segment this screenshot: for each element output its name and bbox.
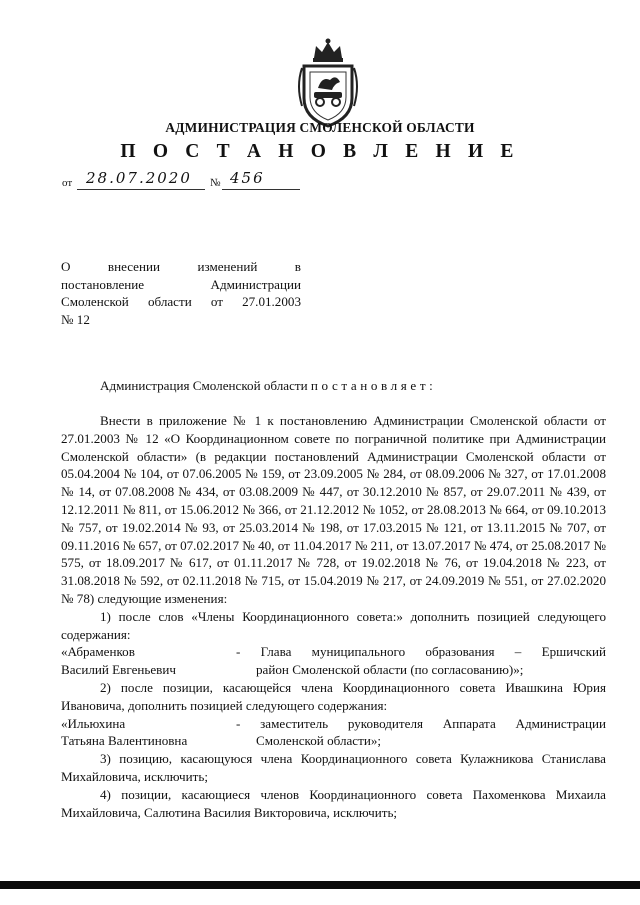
member-position-line: район Смоленской области (по согласованию)»; xyxy=(256,662,524,678)
amendment-item: 1) после слов «Члены Координационного совета:» дополнить позицией следующего содержания: xyxy=(61,608,606,642)
document-date-number xyxy=(62,170,302,192)
member-surname: «Ильюхина xyxy=(61,715,126,731)
amendment-item: 2) после позиции, касающейся члена Координационного совета Ивашкина Юрия Ивановича, дополнить позицией следующего содержания: xyxy=(61,679,606,713)
member-given-names: Татьяна Валентиновна xyxy=(61,733,188,749)
organization-name: АДМИНИСТРАЦИЯ СМОЛЕНСКОЙ ОБЛАСТИ xyxy=(165,120,475,135)
body-paragraph: Внести в приложение № 1 к постановлению Администрации Смоленской области от 27.01.2003 № 12 «О Координационном совете по пограничной политике при Администрации Смоленской области» (в редакции постановлений Администрации Смоленской области от 05.04.2004 № 104, от 07.06.2005 № 159, от 23.09.2005 № 284, от 08.09.2006 № 327, от 17.01.2008 № 14, от 07.08.2008 № 434, от 03.08.2009 № 447, от 30.12.2010 № 857, от 29.07.2011 № 439, от 12.12.2011 № 811, от 15.06.2012 № 366, от 21.12.2012 № 1052, от 28.08.2013 № 664, от 09.10.2013 № 757, от 19.02.2014 № 93, от 25.03.2014 № 198, от 17.03.2015 № 121, от 13.11.2015 № 707, от 09.11.2016 № 657, от 07.02.2017 № 40, от 11.04.2017 № 211, от 13.07.2017 № 474, от 25.08.2017 № 575, от 18.09.2017 № 617, от 01.11.2017 № 728, от 19.02.2018 № 76, от 19.04.2018 № 223, от 31.08.2018 № 592, от 02.11.2018 № 715, от 15.04.2019 № 217, от 24.09.2019 № 551, от 27.02.2020 № 78) следующие изменения: xyxy=(61,413,606,606)
document-number: 456 xyxy=(230,169,265,187)
scan-edge-bar xyxy=(0,881,640,889)
preamble-decree-word: постановляет: xyxy=(310,378,437,393)
member-position-line: - заместитель руководителя Аппарата Администрации xyxy=(236,715,606,731)
member-name xyxy=(61,715,236,751)
member-given-names: Василий Евгеньевич xyxy=(61,662,176,678)
number-underline xyxy=(222,189,300,190)
coat-of-arms-icon xyxy=(292,36,364,132)
member-surname: «Абраменков xyxy=(61,644,135,660)
subject-line: № 12 xyxy=(61,311,90,327)
member-position xyxy=(236,715,606,751)
subject-line: О внесении изменений в xyxy=(61,259,301,274)
document-body xyxy=(61,412,606,821)
member-name xyxy=(61,643,236,679)
amendment-item: 4) позиции, касающиеся членов Координационного совета Пахоменкова Михаила Михайловича, Салютина Василия Викторовича, исключить; xyxy=(61,786,606,820)
document-type-title: П О С Т А Н О В Л Е Н И Е xyxy=(120,141,520,162)
member-entry xyxy=(61,715,606,751)
number-prefix: № xyxy=(210,177,221,189)
document-date: 28.07.2020 xyxy=(86,169,192,187)
document-subject xyxy=(61,258,301,328)
subject-line: Смоленской области от 27.01.2003 xyxy=(61,294,301,310)
date-prefix: от xyxy=(62,177,73,189)
preamble xyxy=(100,378,436,394)
amendment-item: 3) позицию, касающуюся члена Координационного совета Кулажникова Станислава Михайловича, исключить; xyxy=(61,751,606,784)
member-position xyxy=(236,643,606,679)
preamble-text: Администрация Смоленской области xyxy=(100,378,308,393)
subject-line: постановление Администрации xyxy=(61,276,301,292)
member-position-line: - Глава муниципального образования – Ершичский xyxy=(236,644,606,660)
date-underline xyxy=(77,189,205,190)
member-position-line: Смоленской области»; xyxy=(256,733,382,749)
member-entry xyxy=(61,643,606,679)
